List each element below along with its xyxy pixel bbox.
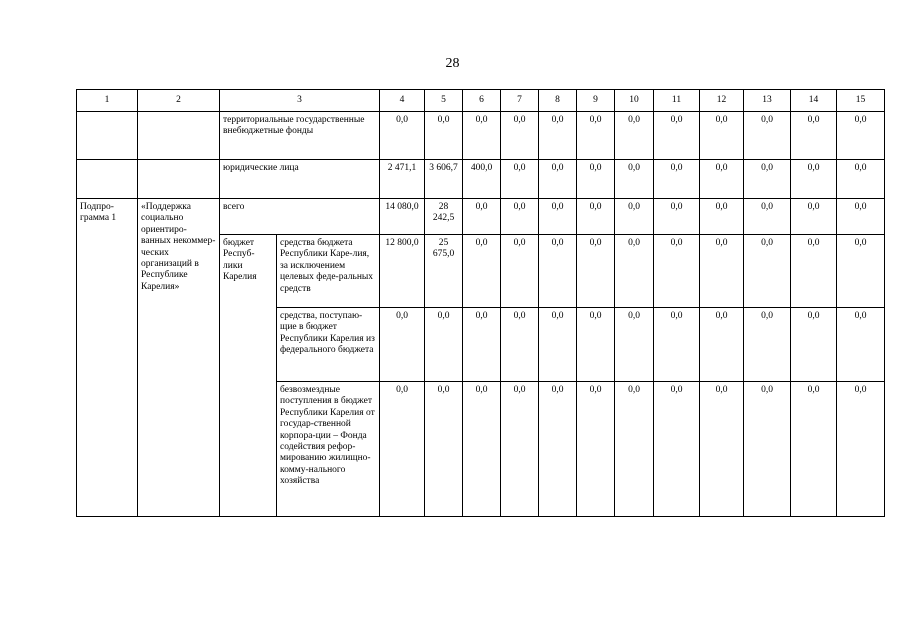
value-cell: 0,0 [539, 235, 577, 308]
value-cell: 0,0 [654, 235, 700, 308]
value-cell: 0,0 [700, 160, 744, 199]
value-cell: 0,0 [791, 160, 837, 199]
empty-cell [138, 112, 220, 160]
value-cell: 0,0 [837, 235, 885, 308]
value-cell: 0,0 [615, 235, 654, 308]
value-cell: 0,0 [501, 235, 539, 308]
value-cell: 0,0 [791, 199, 837, 235]
row-label-federal-funds: средства, поступаю-щие в бюджет Республики Карелия из федерального бюджета [277, 308, 380, 382]
value-cell: 0,0 [577, 112, 615, 160]
header-cell: 4 [380, 90, 425, 112]
page-number: 28 [445, 56, 460, 71]
value-cell: 25 675,0 [425, 235, 463, 308]
value-cell: 3 606,7 [425, 160, 463, 199]
header-cell: 8 [539, 90, 577, 112]
value-cell: 12 800,0 [380, 235, 425, 308]
value-cell: 2 471,1 [380, 160, 425, 199]
value-cell: 0,0 [380, 308, 425, 382]
value-cell: 0,0 [654, 112, 700, 160]
header-cell: 15 [837, 90, 885, 112]
value-cell: 0,0 [463, 112, 501, 160]
value-cell: 0,0 [700, 235, 744, 308]
header-cell: 5 [425, 90, 463, 112]
value-cell: 0,0 [615, 160, 654, 199]
value-cell: 0,0 [700, 112, 744, 160]
value-cell: 0,0 [501, 382, 539, 517]
value-cell: 0,0 [744, 160, 791, 199]
value-cell: 0,0 [615, 199, 654, 235]
value-cell: 0,0 [837, 199, 885, 235]
header-cell: 9 [577, 90, 615, 112]
row-label-budget-funds: средства бюджета Республики Каре-лия, за исключением целевых феде-ральных средств [277, 235, 380, 308]
value-cell: 28 242,5 [425, 199, 463, 235]
value-cell: 0,0 [501, 160, 539, 199]
empty-cell [77, 160, 138, 199]
value-cell: 0,0 [463, 308, 501, 382]
value-cell: 0,0 [539, 112, 577, 160]
value-cell: 0,0 [744, 308, 791, 382]
header-row [77, 90, 885, 112]
header-cell: 13 [744, 90, 791, 112]
value-cell: 0,0 [577, 160, 615, 199]
value-cell: 0,0 [615, 112, 654, 160]
header-cell: 10 [615, 90, 654, 112]
value-cell: 0,0 [837, 112, 885, 160]
header-cell: 12 [700, 90, 744, 112]
value-cell: 0,0 [463, 235, 501, 308]
value-cell: 400,0 [463, 160, 501, 199]
value-cell: 0,0 [501, 112, 539, 160]
budget-group-label: бюджет Респуб-лики Карелия [220, 235, 277, 517]
value-cell: 0,0 [501, 199, 539, 235]
value-cell: 0,0 [700, 308, 744, 382]
value-cell: 0,0 [615, 308, 654, 382]
table-row-territorial-funds [77, 112, 885, 160]
table-row-total [77, 199, 885, 235]
value-cell: 0,0 [654, 160, 700, 199]
value-cell: 0,0 [654, 308, 700, 382]
value-cell: 0,0 [577, 308, 615, 382]
value-cell: 0,0 [744, 199, 791, 235]
header-cell: 11 [654, 90, 700, 112]
value-cell: 0,0 [615, 382, 654, 517]
value-cell: 14 080,0 [380, 199, 425, 235]
empty-cell [138, 160, 220, 199]
value-cell: 0,0 [700, 199, 744, 235]
value-cell: 0,0 [539, 308, 577, 382]
value-cell: 0,0 [539, 382, 577, 517]
value-cell: 0,0 [744, 112, 791, 160]
value-cell: 0,0 [654, 199, 700, 235]
value-cell: 0,0 [425, 382, 463, 517]
value-cell: 0,0 [501, 308, 539, 382]
row-label-territorial-funds: территориальные государственные внебюджетные фонды [220, 112, 380, 160]
value-cell: 0,0 [539, 160, 577, 199]
value-cell: 0,0 [463, 199, 501, 235]
value-cell: 0,0 [425, 112, 463, 160]
value-cell: 0,0 [577, 382, 615, 517]
header-cell: 1 [77, 90, 138, 112]
value-cell: 0,0 [744, 235, 791, 308]
subprogram-name: «Поддержка социально ориентиро-ванных некоммер-ческих организаций в Республике Карелия» [138, 199, 220, 517]
value-cell: 0,0 [539, 199, 577, 235]
header-cell: 3 [220, 90, 380, 112]
header-cell: 14 [791, 90, 837, 112]
subprogram-code: Подпро-грамма 1 [77, 199, 138, 517]
value-cell: 0,0 [577, 199, 615, 235]
value-cell: 0,0 [744, 382, 791, 517]
header-cell: 2 [138, 90, 220, 112]
value-cell: 0,0 [791, 382, 837, 517]
value-cell: 0,0 [380, 382, 425, 517]
value-cell: 0,0 [700, 382, 744, 517]
value-cell: 0,0 [425, 308, 463, 382]
value-cell: 0,0 [791, 308, 837, 382]
header-cell: 7 [501, 90, 539, 112]
row-label-total: всего [220, 199, 380, 235]
value-cell: 0,0 [791, 112, 837, 160]
value-cell: 0,0 [837, 382, 885, 517]
value-cell: 0,0 [463, 382, 501, 517]
value-cell: 0,0 [577, 235, 615, 308]
empty-cell [77, 112, 138, 160]
value-cell: 0,0 [837, 308, 885, 382]
row-label-legal-entities: юридические лица [220, 160, 380, 199]
header-cell: 6 [463, 90, 501, 112]
table-row-legal-entities [77, 160, 885, 199]
value-cell: 0,0 [837, 160, 885, 199]
budget-table [76, 89, 885, 517]
value-cell: 0,0 [380, 112, 425, 160]
value-cell: 0,0 [654, 382, 700, 517]
value-cell: 0,0 [791, 235, 837, 308]
row-label-gratuitous-receipts: безвозмездные поступления в бюджет Республики Карелия от государ-ственной корпора-ции – Фонда содействия рефор-мированию жилищно-комму-нального хозяйства [277, 382, 380, 517]
